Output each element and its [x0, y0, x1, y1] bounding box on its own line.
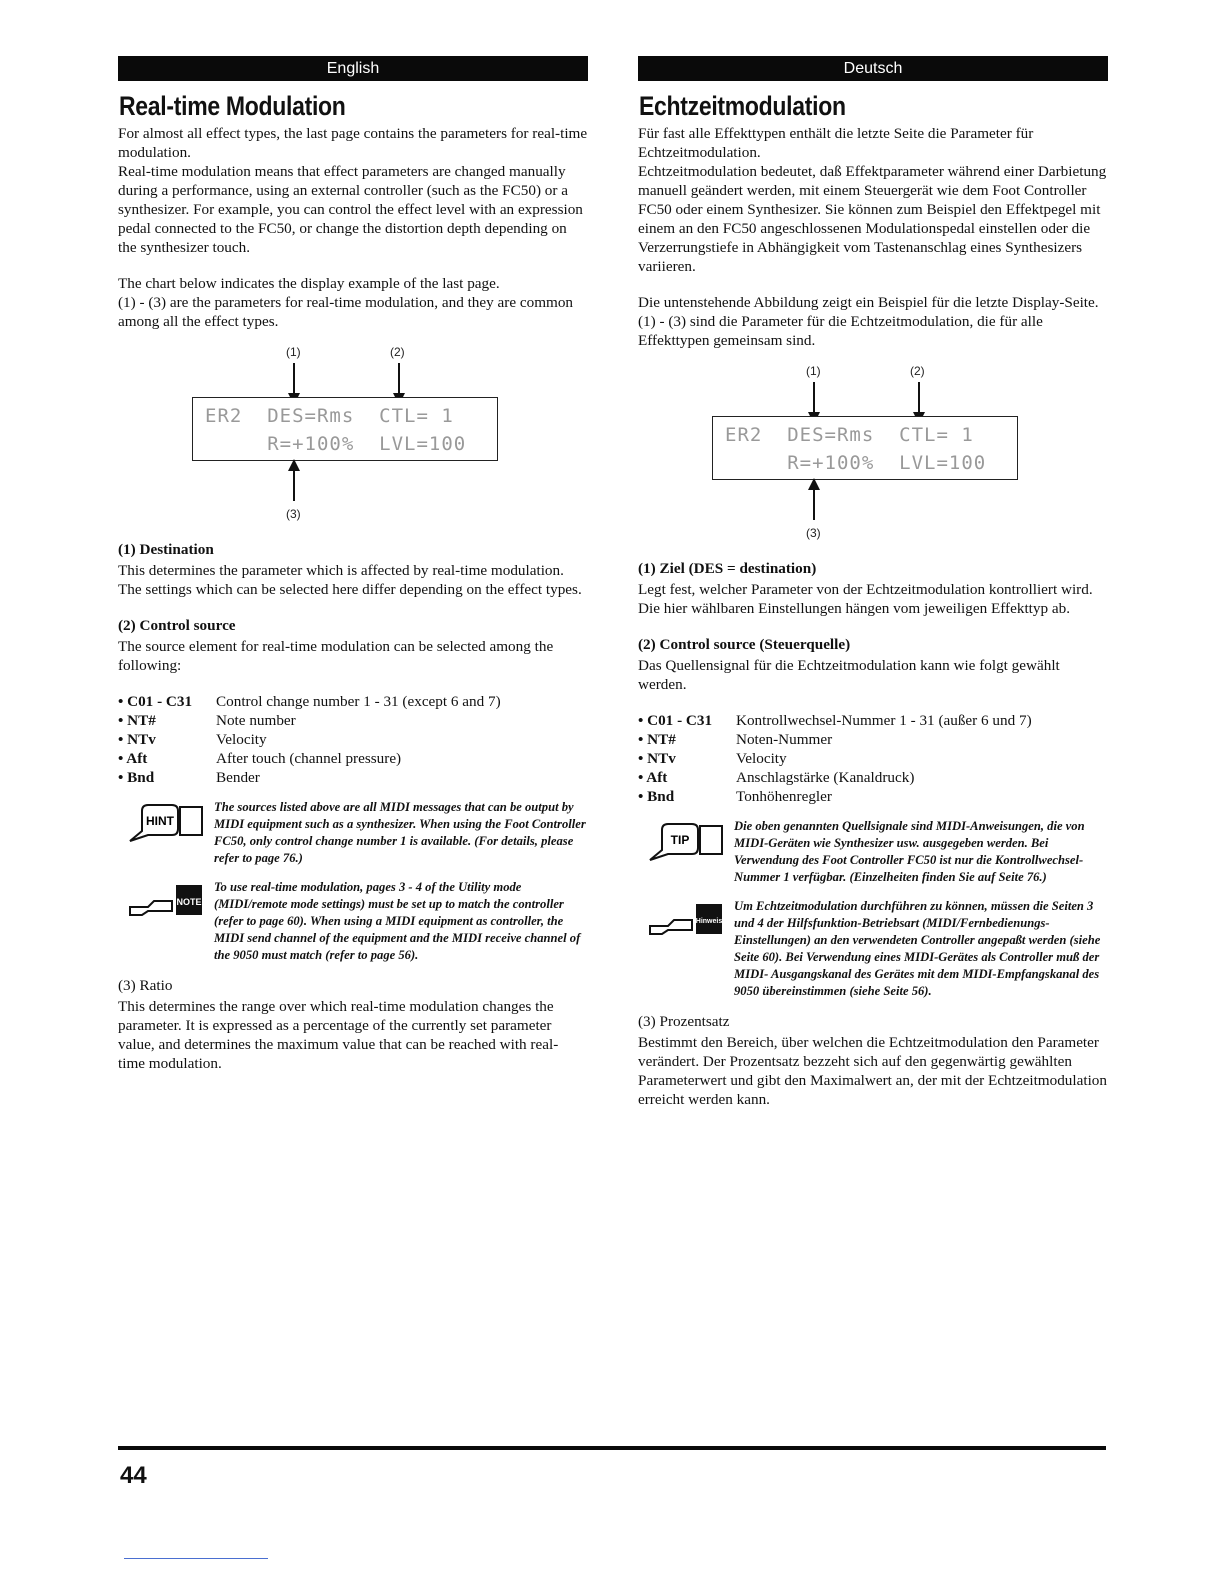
- marker-1: (1): [286, 345, 301, 359]
- list-item: • C01 - C31 Control change number 1 - 31 (except 6 and 7): [118, 693, 501, 710]
- list-item: • NTv Velocity: [638, 750, 787, 767]
- marker-2: (2): [910, 364, 925, 378]
- hint-icon: [128, 801, 206, 850]
- hint-text: The sources listed above are all MIDI messages that can be output by MIDI equipment such as a synthesizer. When using the Foot Controller FC50, only control change number 1 is available. (For details, please refer to page 76.): [214, 800, 586, 865]
- destination-text: This determines the parameter which is affected by real-time modulation. The settings which can be selected here differ depending on the effect types.: [118, 562, 582, 598]
- tip-box: [638, 818, 1108, 886]
- lcd-line-2: R=+100% LVL=100: [205, 433, 467, 455]
- marker-3: (3): [286, 507, 301, 521]
- page-number: 44: [120, 1462, 147, 1489]
- source-list: [638, 711, 1032, 806]
- control-source-heading: (2) Control source (Steuerquelle): [638, 636, 851, 653]
- list-item: • Aft After touch (channel pressure): [118, 750, 402, 767]
- ratio-text: This determines the range over which real-time modulation changes the parameter. It is expressed as a percentage of the currently set parameter value, and determines the maximum value that can be reached with real- time modulation.: [118, 998, 559, 1072]
- lcd-line-2: R=+100% LVL=100: [725, 452, 987, 474]
- note-box: [118, 879, 588, 964]
- intro-paragraph: Real-time modulation means that effect parameters are changed manually during a performance, using an external controller (such as the FC50) or a synthesizer. For example, you can control the effect level with an expression pedal connected to the FC50, or change the distortion depth depending on the synthesizer touch.: [118, 163, 583, 256]
- list-item: • NTv Velocity: [118, 731, 267, 748]
- hinweis-icon: [648, 900, 730, 945]
- control-source-text: The source element for real-time modulation can be selected among the following:: [118, 638, 554, 674]
- svg-text:NOTE: NOTE: [176, 897, 202, 907]
- marker-2: (2): [390, 345, 405, 359]
- list-item: • Bnd Tonhöhenregler: [638, 788, 832, 805]
- language-bar-deutsch: Deutsch: [638, 56, 1108, 81]
- hint-box: [118, 799, 588, 867]
- source-list: [118, 692, 501, 787]
- list-item: • Aft Anschlagstärke (Kanaldruck): [638, 769, 915, 786]
- ratio-heading: (3) Ratio: [118, 977, 173, 994]
- hinweis-text: Um Echtzeitmodulation durchführen zu können, müssen die Seiten 3 und 4 der Hilfsfunktion-Betriebsart (MIDI/Fernbedienungs-Einstellungen) an den verwendeten Controller angepaßt werden (siehe Seite 60). Bei Verwendung eines MIDI-Gerätes als Controller muß der MIDI- Ausgangskanal des Gerätes mit dem MIDI-Empfangskanal des 9050 übereinstimmen (siehe Seite 56).: [734, 899, 1101, 998]
- lcd-line-1: ER2 DES=Rms CTL= 1: [725, 424, 974, 446]
- destination-text: Legt fest, welcher Parameter von der Echtzeitmodulation kontrolliert wird. Die hier wählbaren Einstellungen hängen vom jeweiligen Effekttyp ab.: [638, 581, 1093, 617]
- destination-heading: (1) Destination: [118, 541, 214, 558]
- marker-1: (1): [806, 364, 821, 378]
- footer-rule: [118, 1446, 1106, 1450]
- list-item: • Bnd Bender: [118, 769, 260, 786]
- ratio-text: Bestimmt den Bereich, über welchen die Echtzeitmodulation den Parameter verändert. Der Prozentsatz bezzeht sich auf den gegenwärtig gewählten Parameterwert und gibt den Maximalwert an, der mit der Echtzeitmodulation erreicht werden kann.: [638, 1034, 1107, 1108]
- lcd-diagram: [118, 345, 588, 540]
- control-source-heading: (2) Control source: [118, 617, 236, 634]
- tip-text: Die oben genannten Quellsignale sind MIDI-Anweisungen, die von MIDI-Geräten wie Synthesizer usw. ausgegeben werden. Bei Verwendung des Foot Controller FC50 ist nur die Kontrollwechsel-Nummer 1 verfügbar. (Einzelheiten finden Sie auf Seite 76.): [734, 819, 1085, 884]
- arrow-3: [293, 461, 295, 501]
- lcd-screen: [192, 397, 498, 461]
- lcd-line-1: ER2 DES=Rms CTL= 1: [205, 405, 454, 427]
- intro-paragraph: For almost all effect types, the last page contains the parameters for real-time modulation.: [118, 125, 588, 161]
- list-item: • NT# Note number: [118, 712, 296, 729]
- footer-link-line: [124, 1558, 268, 1559]
- section-title: Real-time Modulation: [119, 91, 346, 121]
- chart-intro: (1) - (3) are the parameters for real-time modulation, and they are common among all the effect types.: [118, 294, 574, 330]
- list-item: • C01 - C31 Kontrollwechsel-Nummer 1 - 31 (außer 6 und 7): [638, 712, 1032, 729]
- svg-text:TIP: TIP: [670, 833, 690, 847]
- list-item: • NT# Noten-Nummer: [638, 731, 833, 748]
- deutsch-column: [638, 56, 1108, 1109]
- ratio-heading: (3) Prozentsatz: [638, 1013, 730, 1030]
- tip-icon: [648, 820, 726, 869]
- lcd-screen: [712, 416, 1018, 480]
- hinweis-box: [638, 898, 1108, 1000]
- svg-text:HINT: HINT: [146, 814, 174, 828]
- intro-paragraph: Echtzeitmodulation bedeutet, daß Effektparameter während einer Darbietung manuell geändert werden, mit einem Steuergerät wie dem Foot Controller FC50 oder einem Synthesizer. Sie können zum Beispiel den Effektpegel mit einem an den FC50 angeschlossenen Modulationspedal einstellen oder die Verzerrungstiefe in Abhängigkeit vom Tastenanschlag eines Synthesizers variieren.: [638, 163, 1107, 275]
- lcd-diagram: [638, 364, 1108, 559]
- language-bar-english: English: [118, 56, 588, 81]
- english-column: [118, 56, 588, 1073]
- marker-3: (3): [806, 526, 821, 540]
- destination-heading: (1) Ziel (DES = destination): [638, 560, 817, 577]
- chart-intro: The chart below indicates the display example of the last page.: [118, 275, 500, 292]
- chart-intro: Die untenstehende Abbildung zeigt ein Beispiel für die letzte Display-Seite. (1) - (3) sind die Parameter für die Echtzeitmodulation, die für alle Effekttypen gemeinsam sind.: [638, 294, 1099, 349]
- svg-text:Hinweis: Hinweis: [695, 918, 723, 925]
- note-text: To use real-time modulation, pages 3 - 4 of the Utility mode (MIDI/remote mode settings) must be set up to match the controller (refer to page 60). When using a MIDI equipment as controller, the MIDI send channel of the equipment and the MIDI receive channel of the 9050 must match (refer to page 56).: [214, 880, 581, 962]
- section-title: Echtzeitmodulation: [639, 91, 846, 121]
- note-icon: [128, 881, 210, 926]
- arrow-3: [813, 480, 815, 520]
- control-source-text: Das Quellensignal für die Echtzeitmodulation kann wie folgt gewählt werden.: [638, 657, 1060, 693]
- intro-paragraph: Für fast alle Effekttypen enthält die letzte Seite die Parameter für Echtzeitmodulation.: [638, 125, 1034, 161]
